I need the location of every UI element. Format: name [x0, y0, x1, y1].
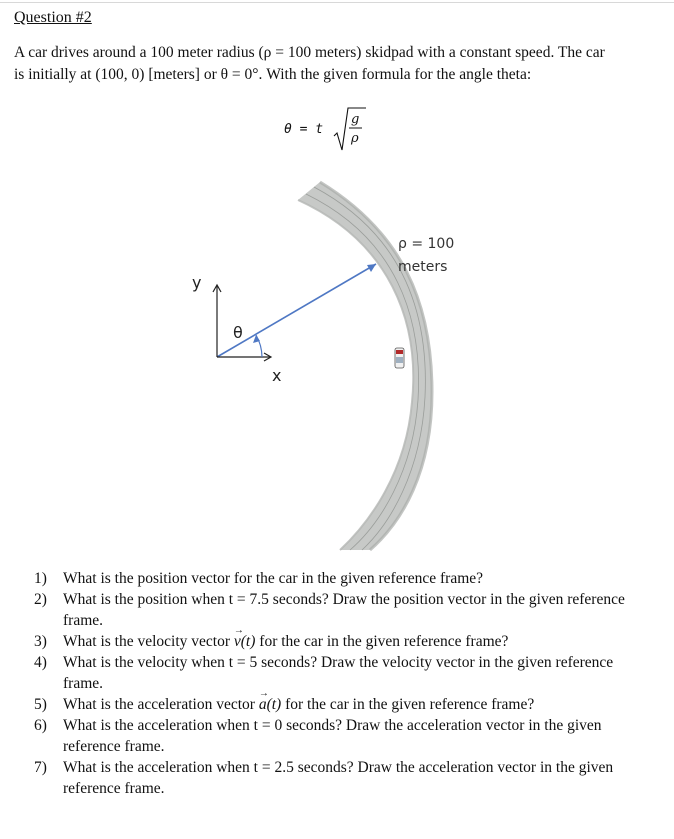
vector-argument: (t) [240, 633, 256, 650]
x-axis-label: x [272, 366, 282, 385]
formula-lhs: θ = t [284, 122, 324, 137]
list-item [34, 568, 654, 589]
item-text: What is the velocity vector [63, 633, 234, 650]
item-number: 6) [34, 717, 47, 734]
item-text: What is the acceleration vector [63, 696, 259, 713]
item-number: 7) [34, 759, 47, 776]
list-item [34, 694, 654, 715]
skidpad-figure [170, 172, 500, 552]
velocity-vector-symbol: → v [234, 631, 241, 652]
list-item [34, 652, 654, 694]
page-top-rule [0, 2, 674, 3]
list-item [34, 715, 654, 757]
item-text: What is the velocity when t = 5 seconds? Draw the velocity vector in the given reference frame. [63, 654, 614, 692]
theta-formula [282, 104, 402, 154]
y-axis-label: y [192, 273, 202, 292]
list-item [34, 631, 654, 652]
list-item [34, 757, 654, 799]
item-text: What is the position when t = 7.5 seconds? Draw the position vector in the given reference frame. [63, 591, 625, 629]
item-text: What is the acceleration when t = 2.5 seconds? Draw the acceleration vector in the given reference frame. [63, 759, 614, 797]
item-number: 3) [34, 633, 47, 650]
formula-numerator: g [351, 112, 360, 127]
item-number: 1) [34, 570, 47, 587]
vector-argument: (t) [266, 696, 282, 713]
rho-label: ρ = 100 [398, 236, 455, 252]
radius-vector [217, 264, 376, 357]
item-text-tail: for the car in the given reference frame? [281, 696, 535, 713]
item-number: 2) [34, 591, 47, 608]
acceleration-vector-symbol: → a [259, 694, 267, 715]
item-number: 4) [34, 654, 47, 671]
question-list [34, 568, 654, 799]
rho-units-label: meters [398, 259, 448, 275]
problem-statement [14, 42, 664, 86]
car-icon [395, 348, 404, 368]
item-text: What is the acceleration when t = 0 seconds? Draw the acceleration vector in the given reference frame. [63, 717, 602, 755]
item-number: 5) [34, 696, 47, 713]
item-text: What is the position vector for the car in the given reference frame? [63, 570, 484, 587]
intro-line-1: A car drives around a 100 meter radius (ρ = 100 meters) skidpad with a constant speed. The car [14, 44, 605, 61]
question-title: Question #2 [14, 9, 92, 26]
item-text-tail: for the car in the given reference frame? [255, 633, 509, 650]
intro-line-2: is initially at (100, 0) [meters] or θ = 0°. With the given formula for the angle theta: [14, 66, 532, 83]
formula-denominator: ρ [351, 131, 359, 146]
sqrt-sign [334, 108, 366, 150]
theta-label: θ [233, 323, 243, 342]
list-item [34, 589, 654, 631]
